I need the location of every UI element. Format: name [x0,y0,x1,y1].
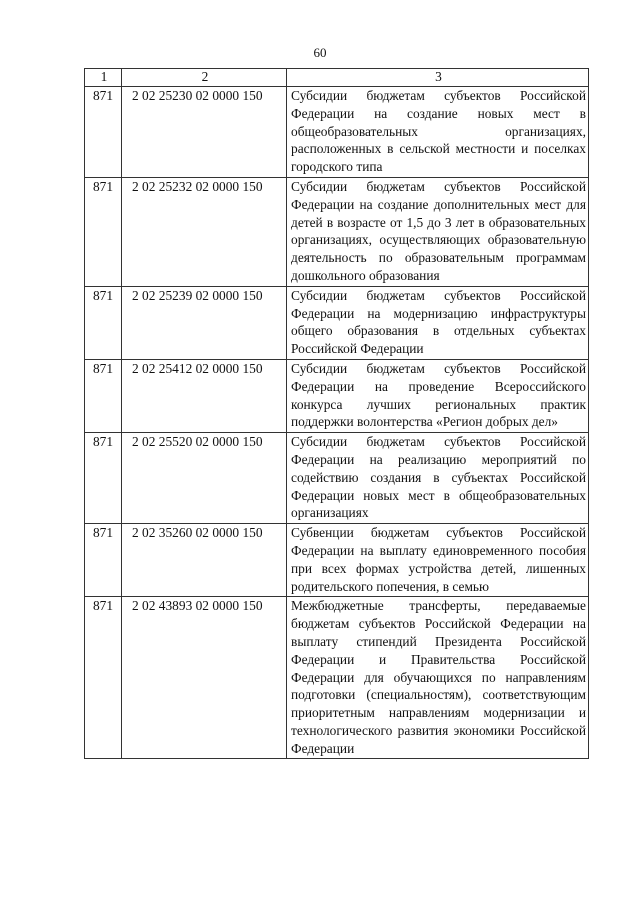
column-header-2: 2 [122,69,287,87]
income-code-cell: 2 02 35260 02 0000 150 [122,524,287,597]
income-code-cell: 2 02 25412 02 0000 150 [122,359,287,432]
income-description-cell: Субсидии бюджетам субъектов Российской Федерации на проведение Всероссийского конкурса лучших региональных практик поддержки волонтерства «Регион добрых дел» [287,359,589,432]
income-description-cell: Субсидии бюджетам субъектов Российской Федерации на модернизацию инфраструктуры общего образования в отдельных субъектах Российской Федерации [287,286,589,359]
admin-code-cell: 871 [85,524,122,597]
income-description-cell: Субсидии бюджетам субъектов Российской Федерации на реализацию мероприятий по содействию создания в субъектах Российской Федерации новых мест в общеобразовательных организациях [287,433,589,524]
income-description-cell: Межбюджетные трансферты, передаваемые бюджетам субъектов Российской Федерации на выплату стипендий Президента Российской Федерации и Правительства Российской Федерации для обучающихся по направлениям подготовки (специальностям), соответствующим приоритетным направлениям модернизации и технологического развития экономики Российской Федерации [287,597,589,759]
income-code-cell: 2 02 25520 02 0000 150 [122,433,287,524]
income-code-cell: 2 02 43893 02 0000 150 [122,597,287,759]
income-code-cell: 2 02 25232 02 0000 150 [122,177,287,286]
income-code-cell: 2 02 25239 02 0000 150 [122,286,287,359]
admin-code-cell: 871 [85,286,122,359]
table-row [85,286,589,359]
admin-code-cell: 871 [85,87,122,178]
table-row [85,177,589,286]
budget-classification-table [84,68,589,759]
table-row [85,87,589,178]
table-row [85,597,589,759]
table-row [85,524,589,597]
income-description-cell: Субвенции бюджетам субъектов Российской Федерации на выплату единовременного пособия при всех формах устройства детей, лишенных родительского попечения, в семью [287,524,589,597]
table-row [85,359,589,432]
income-description-cell: Субсидии бюджетам субъектов Российской Федерации на создание новых мест в общеобразовательных организациях, расположенных в сельской местности и поселках городского типа [287,87,589,178]
income-description-cell: Субсидии бюджетам субъектов Российской Федерации на создание дополнительных мест для детей в возрасте от 1,5 до 3 лет в образовательных организациях, осуществляющих образовательную деятельность по образовательным программам дошкольного образования [287,177,589,286]
admin-code-cell: 871 [85,597,122,759]
table-row [85,433,589,524]
income-code-cell: 2 02 25230 02 0000 150 [122,87,287,178]
admin-code-cell: 871 [85,177,122,286]
column-header-3: 3 [287,69,589,87]
admin-code-cell: 871 [85,359,122,432]
admin-code-cell: 871 [85,433,122,524]
table-header-row [85,69,589,87]
page-number: 60 [313,45,327,60]
column-header-1: 1 [85,69,122,87]
